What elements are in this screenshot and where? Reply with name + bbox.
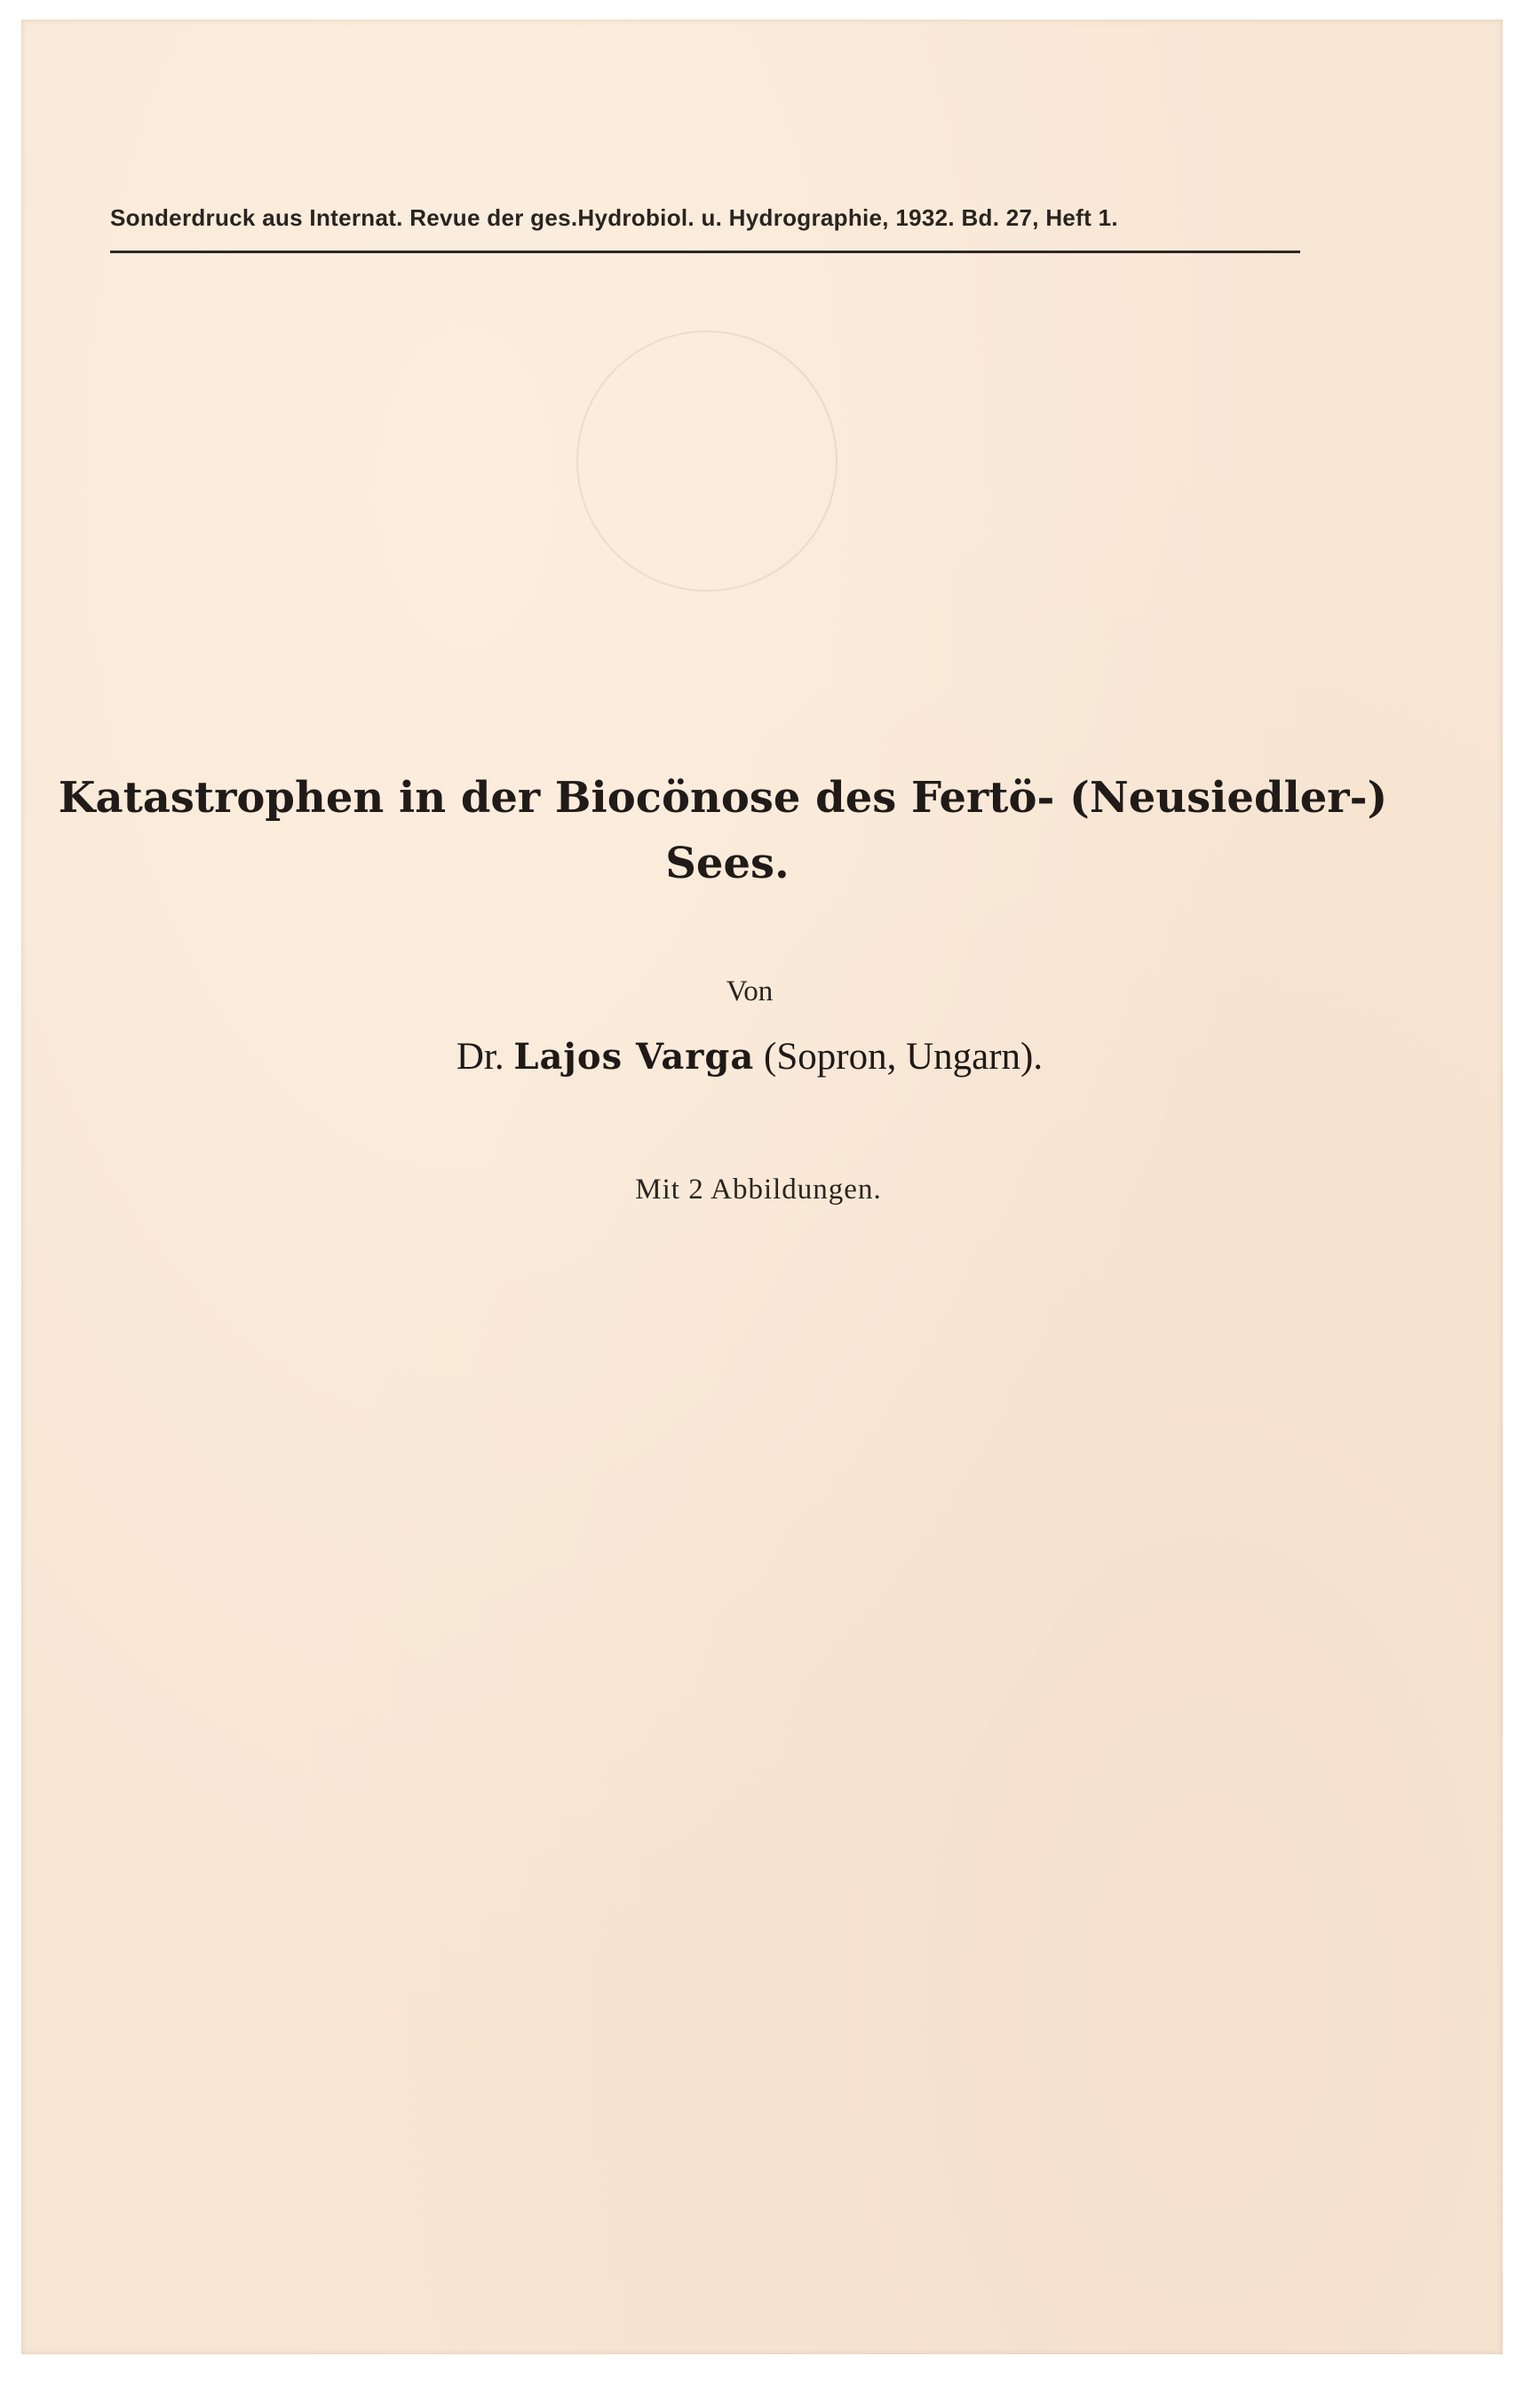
- author-name: Lajos Varga: [513, 1036, 755, 1078]
- library-stamp: [576, 330, 837, 592]
- article-title: [57, 773, 1389, 888]
- offprint-header: Sonderdruck aus Internat. Revue der ges.Hydrobiol. u. Hydrographie, 1932. Bd. 27, Heft 1.: [110, 204, 1118, 231]
- title-line-2: Sees.: [665, 839, 790, 888]
- illustrations-note: Mit 2 Abbildungen.: [635, 1174, 882, 1206]
- author-prefix: Dr.: [456, 1036, 504, 1078]
- byline-von: Von: [726, 975, 774, 1007]
- header-rule: [110, 251, 1300, 253]
- document-page: [21, 20, 1503, 2354]
- title-line-1: Katastrophen in der Biocönose des Fertö- (Neusiedler-): [58, 773, 1388, 823]
- author-affiliation: (Sopron, Ungarn).: [764, 1036, 1044, 1078]
- author-line: [57, 1035, 1416, 1079]
